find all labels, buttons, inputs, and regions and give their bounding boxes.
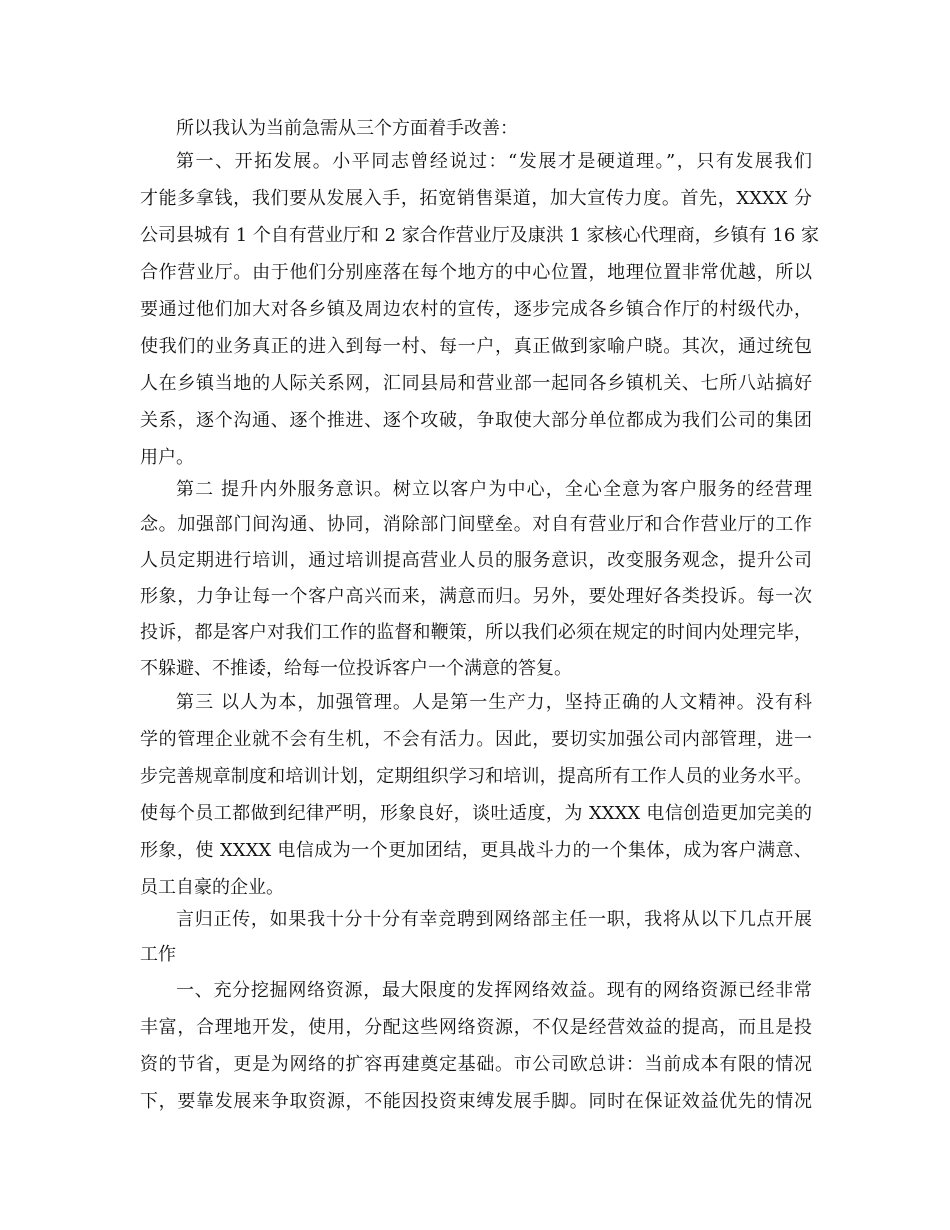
paragraph-line: 下，要靠发展来争取资源，不能因投资束缚发展手脚。同时在保证效益优先的情况 [140,1091,812,1112]
paragraph-line: 关系，逐个沟通、逐个推进、逐个攻破，争取使大部分单位都成为我们公司的集团 [140,410,812,431]
paragraph-line: 合作营业厅。由于他们分别座落在每个地方的中心位置，地理位置非常优越，所以 [140,262,812,283]
paragraph-line: 丰富，合理地开发，使用，分配这些网络资源，不仅是经营效益的提高，而且是投 [140,1017,812,1038]
paragraph-line: 用户。 [140,447,194,468]
paragraph-line: 念。加强部门间沟通、协同，消除部门间壁垒。对自有营业厅和合作营业厅的工作 [140,514,812,535]
paragraph-line: 步完善规章制度和培训计划，定期组织学习和培训，提高所有工作人员的业务水平。 [140,766,812,787]
paragraph-line: 人员定期进行培训，通过培训提高营业人员的服务意识，改变服务观念，提升公司 [140,550,812,571]
paragraph-line: 第三 以人为本，加强管理。人是第一生产力，坚持正确的人文精神。没有科 [176,692,812,713]
paragraph-line: 员工自豪的企业。 [140,877,284,898]
paragraph-line: 学的管理企业就不会有生机，不会有活力。因此，要切实加强公司内部管理，进一 [140,729,812,750]
paragraph-line: 公司县城有 1 个自有营业厅和 2 家合作营业厅及康洪 1 家核心代理商，乡镇有 16 家 [140,225,820,246]
paragraph-line: 不躲避、不推诿，给每一位投诉客户一个满意的答复。 [140,658,572,679]
paragraph-line: 所以我认为当前急需从三个方面着手改善： [176,118,518,139]
paragraph-line: 资的节省，更是为网络的扩容再建奠定基础。市公司欧总讲：当前成本有限的情况 [140,1054,812,1075]
paragraph-line: 要通过他们加大对各乡镇及周边农村的宣传，逐步完成各乡镇合作厅的村级代办， [140,299,812,320]
paragraph-line: 第一、开拓发展。小平同志曾经说过：“发展才是硬道理。”，只有发展我们 [176,151,812,172]
paragraph-line: 形象，使 XXXX 电信成为一个更加团结，更具战斗力的一个集体，成为客户满意、 [140,840,812,861]
paragraph-line: 使每个员工都做到纪律严明，形象良好，谈吐适度，为 XXXX 电信创造更加完美的 [140,803,812,824]
paragraph-line: 才能多拿钱，我们要从发展入手，拓宽销售渠道，加大宣传力度。首先，XXXX 分 [140,188,812,209]
paragraph-line: 言归正传，如果我十分十分有幸竞聘到网络部主任一职，我将从以下几点开展 [176,909,812,930]
paragraph-line: 形象，力争让每一个客户高兴而来，满意而归。另外，要处理好各类投诉。每一次 [140,586,812,607]
paragraph-line: 使我们的业务真正的进入到每一村、每一户，真正做到家喻户晓。其次，通过统包 [140,336,812,357]
paragraph-line: 一、充分挖掘网络资源，最大限度的发挥网络效益。现有的网络资源已经非常 [176,980,812,1001]
paragraph-line: 人在乡镇当地的人际关系网，汇同县局和营业部一起同各乡镇机关、七所八站搞好 [140,373,812,394]
paragraph-line: 工作 [140,944,176,965]
paragraph-line: 第二 提升内外服务意识。树立以客户为中心，全心全意为客户服务的经营理 [176,479,812,500]
paragraph-line: 投诉，都是客户对我们工作的监督和鞭策，所以我们必须在规定的时间内处理完毕， [140,622,812,643]
